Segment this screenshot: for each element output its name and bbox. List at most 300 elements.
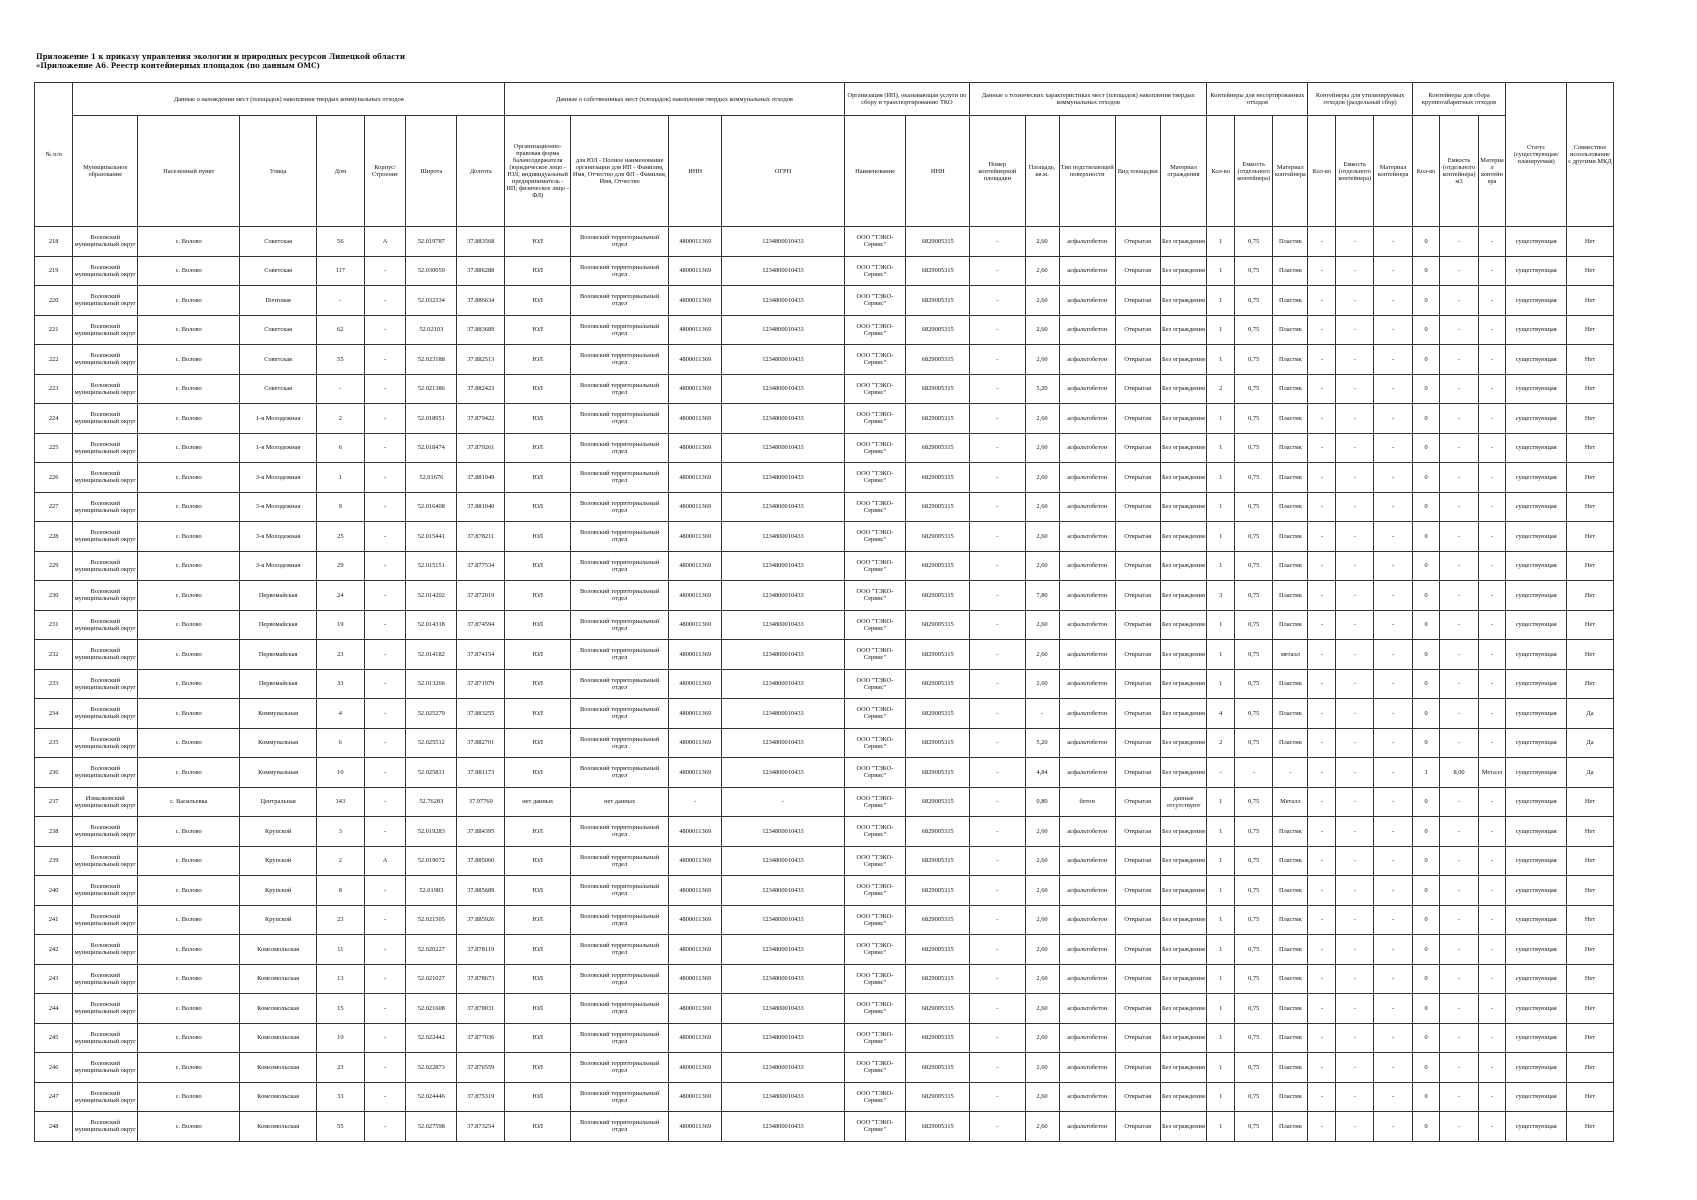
table-cell: ЮЛ [505,758,571,788]
table-cell: - [1308,551,1336,581]
table-cell: Открытая [1115,522,1160,552]
table-cell: - [1478,699,1506,729]
col-unsorted-capacity: Емкость (отдельного контейнера) [1235,116,1273,227]
table-cell: 37.878031 [457,994,505,1024]
table-cell: с. Волово [138,1023,240,1053]
table-cell: Пластик [1273,1112,1308,1142]
table-cell: - [1374,699,1412,729]
table-cell: 25 [316,522,364,552]
table-cell: Воловский территориальный отдел [571,1082,669,1112]
table-cell: Нет [1567,581,1614,611]
table-cell: Воловский территориальный отдел [571,404,669,434]
table-cell: Коммунальная [240,728,317,758]
table-cell: 0,75 [1235,492,1273,522]
table-cell: 2,60 [1025,492,1059,522]
table-cell: ООО "ТЭКО-Сервис" [844,610,906,640]
table-cell: Воловский муниципальный округ [73,522,138,552]
table-cell: 19 [316,610,364,640]
table-cell: 37.97760 [457,787,505,817]
table-cell: Нет [1567,964,1614,994]
table-cell: - [1308,699,1336,729]
table-cell: 52.030059 [406,256,457,286]
table-cell: - [1440,463,1478,493]
table-cell: - [1374,994,1412,1024]
table-cell: Воловский муниципальный округ [73,1082,138,1112]
table-cell: - [1478,404,1506,434]
table-cell: Без ограждения [1160,256,1207,286]
table-cell: - [1374,374,1412,404]
table-cell: ООО "ТЭКО-Сервис" [844,374,906,404]
table-cell: 4800011369 [669,345,722,375]
table-cell: Воловский муниципальный округ [73,994,138,1024]
group-unsorted-containers: Контейнеры для несортированных отходов [1207,83,1308,116]
table-cell: 52.01983 [406,876,457,906]
table-cell: Крупской [240,846,317,876]
table-cell: 3-я Молодежная [240,463,317,493]
table-cell: 2,60 [1025,876,1059,906]
table-cell: 23 [316,1053,364,1083]
table-cell: - [364,758,405,788]
table-cell: Воловский муниципальный округ [73,256,138,286]
table-cell: Открытая [1115,669,1160,699]
table-cell: Нет [1567,905,1614,935]
table-cell: 2 [1207,728,1235,758]
col-house: Дом [316,116,364,227]
table-cell: 1 [1207,1112,1235,1142]
table-cell: 2,60 [1025,669,1059,699]
table-cell: асфальтобетон [1059,669,1115,699]
table-cell: 1234800010433 [722,817,844,847]
table-cell: Воловский территориальный отдел [571,1053,669,1083]
table-cell: - [1308,1082,1336,1112]
table-cell: 6829005315 [906,699,970,729]
table-cell: - [1025,699,1059,729]
table-cell: ЮЛ [505,669,571,699]
table-cell: асфальтобетон [1059,699,1115,729]
table-cell: 37.873254 [457,1112,505,1142]
table-cell: Пластик [1273,492,1308,522]
table-cell: 238 [35,817,73,847]
table-row [35,1053,1614,1083]
table-cell: Без ограждения [1160,1023,1207,1053]
table-cell: 1234800010433 [722,846,844,876]
table-cell: 23 [316,905,364,935]
table-cell: 37.886634 [457,286,505,316]
table-cell: Пластик [1273,935,1308,965]
table-cell: 37.882701 [457,728,505,758]
table-cell: 52.025831 [406,758,457,788]
table-cell: 52.018474 [406,433,457,463]
table-cell: 4800011369 [669,846,722,876]
table-cell: асфальтобетон [1059,964,1115,994]
table-cell: - [1374,286,1412,316]
table-cell: 6829005315 [906,669,970,699]
table-cell: ЮЛ [505,315,571,345]
table-cell: 247 [35,1082,73,1112]
table-row [35,935,1614,965]
table-cell: 15 [316,994,364,1024]
table-cell: существующая [1506,758,1567,788]
table-cell: Пластик [1273,817,1308,847]
table-cell: 0,75 [1235,286,1273,316]
table-cell: 1 [1207,876,1235,906]
table-cell: Воловский территориальный отдел [571,1112,669,1142]
table-cell: 1234800010433 [722,433,844,463]
table-cell: - [316,374,364,404]
table-cell: - [1336,728,1374,758]
table-cell: с. Волово [138,374,240,404]
col-owner-inn: ИНН [669,116,722,227]
table-cell: - [970,964,1025,994]
table-cell: - [970,669,1025,699]
table-cell: 2,60 [1025,345,1059,375]
table-cell: - [364,551,405,581]
table-cell: 4800011369 [669,964,722,994]
table-cell: - [1440,1023,1478,1053]
table-cell: 0 [1412,227,1440,257]
table-cell: Без ограждения [1160,758,1207,788]
table-cell: Воловский территориальный отдел [571,551,669,581]
table-row [35,758,1614,788]
table-cell: 3 [316,817,364,847]
table-cell: 0 [1412,433,1440,463]
table-cell: - [1308,905,1336,935]
table-cell: 1 [1207,433,1235,463]
table-cell: Открытая [1115,905,1160,935]
table-cell: 1 [1207,463,1235,493]
table-cell: 4800011369 [669,905,722,935]
table-cell: 117 [316,256,364,286]
table-cell: - [970,610,1025,640]
table-cell: существующая [1506,1082,1567,1112]
table-cell: Нет [1567,1053,1614,1083]
table-body [35,227,1614,1142]
table-cell: - [364,492,405,522]
table-cell: 1 [1207,256,1235,286]
table-cell: 37.871979 [457,669,505,699]
table-cell: 11 [316,935,364,965]
table-cell: - [364,1053,405,1083]
table-cell: - [1336,345,1374,375]
table-cell: Воловский муниципальный округ [73,374,138,404]
table-cell: 0,75 [1235,935,1273,965]
table-cell: существующая [1506,640,1567,670]
table-cell: Без ограждения [1160,640,1207,670]
table-cell: 1 [1207,640,1235,670]
table-cell: ООО "ТЭКО-Сервис" [844,581,906,611]
table-cell: 1234800010433 [722,699,844,729]
table-cell: 52.018951 [406,404,457,434]
table-cell: ООО "ТЭКО-Сервис" [844,404,906,434]
table-cell: Комсомольская [240,1023,317,1053]
table-cell: с. Волово [138,286,240,316]
table-cell: А [364,846,405,876]
table-cell: 0,75 [1235,728,1273,758]
table-cell: ООО "ТЭКО-Сервис" [844,1023,906,1053]
table-cell: 1234800010433 [722,1112,844,1142]
table-cell: асфальтобетон [1059,640,1115,670]
table-cell: - [1336,581,1374,611]
table-cell: ООО "ТЭКО-Сервис" [844,1082,906,1112]
table-cell: Нет [1567,227,1614,257]
table-cell: 37.882513 [457,345,505,375]
table-cell: 1234800010433 [722,964,844,994]
table-cell: - [364,345,405,375]
table-cell: 1 [1207,817,1235,847]
table-cell: асфальтобетон [1059,551,1115,581]
table-cell: 237 [35,787,73,817]
table-cell: с. Волово [138,905,240,935]
table-cell: 0,75 [1235,964,1273,994]
table-cell: 37.878211 [457,522,505,552]
table-cell: Воловский муниципальный округ [73,286,138,316]
table-cell: - [1308,846,1336,876]
table-cell: 5,20 [1025,374,1059,404]
table-cell: 6829005315 [906,522,970,552]
table-cell: - [364,669,405,699]
table-cell: 24 [316,581,364,611]
col-owner-ogrn: ОГРН [722,116,844,227]
table-cell: 6829005315 [906,492,970,522]
table-cell: - [1440,787,1478,817]
table-cell: Воловский муниципальный округ [73,345,138,375]
table-cell: Открытая [1115,581,1160,611]
table-cell: существующая [1506,1112,1567,1142]
table-cell: 4 [316,699,364,729]
table-cell: Воловский муниципальный округ [73,846,138,876]
table-cell: Без ограждения [1160,522,1207,552]
table-cell: 37.879261 [457,433,505,463]
table-cell: - [1440,699,1478,729]
table-cell: 4800011369 [669,315,722,345]
table-cell: Без ограждения [1160,227,1207,257]
table-cell: 2,60 [1025,1112,1059,1142]
table-cell: 226 [35,463,73,493]
table-cell: - [1336,669,1374,699]
table-cell: существующая [1506,492,1567,522]
table-cell: ООО "ТЭКО-Сервис" [844,669,906,699]
table-cell: Пластик [1273,699,1308,729]
table-cell: - [1374,227,1412,257]
table-cell: 0 [1412,345,1440,375]
table-cell: 0,75 [1235,404,1273,434]
table-cell: - [1374,669,1412,699]
table-cell: существующая [1506,581,1567,611]
table-cell: существующая [1506,876,1567,906]
table-cell: асфальтобетон [1059,404,1115,434]
table-cell: 232 [35,640,73,670]
table-cell: ООО "ТЭКО-Сервис" [844,905,906,935]
table-cell: Крупской [240,817,317,847]
table-cell: Нет [1567,1112,1614,1142]
table-cell: ЮЛ [505,227,571,257]
table-cell: существующая [1506,433,1567,463]
table-cell: - [970,1082,1025,1112]
table-cell: Открытая [1115,374,1160,404]
table-cell: Пластик [1273,551,1308,581]
table-cell: 3-я Молодежная [240,522,317,552]
table-cell: - [364,699,405,729]
table-cell: 6829005315 [906,758,970,788]
table-cell: 0 [1412,551,1440,581]
table-cell: 0,75 [1235,669,1273,699]
table-cell: - [364,876,405,906]
table-cell: существующая [1506,669,1567,699]
table-cell: существующая [1506,286,1567,316]
table-cell: Почтовая [240,286,317,316]
table-cell: асфальтобетон [1059,1023,1115,1053]
table-cell: Открытая [1115,1112,1160,1142]
table-cell: 4800011369 [669,1023,722,1053]
table-cell: асфальтобетон [1059,876,1115,906]
table-cell: 0 [1412,1023,1440,1053]
table-cell: асфальтобетон [1059,492,1115,522]
table-cell: 1234800010433 [722,905,844,935]
table-cell: асфальтобетон [1059,817,1115,847]
table-cell: Центральная [240,787,317,817]
table-cell: 37.874594 [457,610,505,640]
table-cell: Советская [240,315,317,345]
table-cell: - [1308,935,1336,965]
table-cell: - [1336,876,1374,906]
table-cell: Без ограждения [1160,1082,1207,1112]
table-cell: Да [1567,699,1614,729]
table-row [35,551,1614,581]
table-cell: - [1308,817,1336,847]
table-cell: 4800011369 [669,374,722,404]
table-cell: 243 [35,964,73,994]
table-cell: с. Волово [138,610,240,640]
table-cell: Комсомольская [240,964,317,994]
table-cell: 1 [1207,669,1235,699]
table-cell: существующая [1506,610,1567,640]
table-cell: 1 [316,463,364,493]
table-cell: Пластик [1273,256,1308,286]
table-cell: с. Волово [138,640,240,670]
table-cell: 0 [1412,728,1440,758]
table-cell: 0 [1412,699,1440,729]
table-cell: - [1374,581,1412,611]
table-row [35,345,1614,375]
table-cell: 37.881173 [457,758,505,788]
table-cell: существующая [1506,374,1567,404]
table-cell: 2,60 [1025,551,1059,581]
table-cell: 13 [316,964,364,994]
table-cell: Да [1567,728,1614,758]
table-cell: ЮЛ [505,345,571,375]
table-cell: Воловский муниципальный округ [73,551,138,581]
table-cell: 2,60 [1025,256,1059,286]
table-cell: - [364,1023,405,1053]
table-cell: - [1440,994,1478,1024]
table-cell: 2,60 [1025,286,1059,316]
table-cell: - [1478,492,1506,522]
col-bulky-capacity: Емкость (отдельного контейнера) м3 [1440,116,1478,227]
table-cell: 6829005315 [906,640,970,670]
table-cell: - [970,227,1025,257]
table-cell: ООО "ТЭКО-Сервис" [844,758,906,788]
table-cell: - [1336,994,1374,1024]
table-cell: Без ограждения [1160,1112,1207,1142]
table-cell: 1234800010433 [722,728,844,758]
table-cell: 1 [1207,610,1235,640]
table-cell: - [1374,905,1412,935]
table-cell: Воловский муниципальный округ [73,817,138,847]
table-cell: 52.76283 [406,787,457,817]
table-cell: 10 [316,758,364,788]
col-building: Корпус/Строение [364,116,405,227]
table-cell: - [1336,758,1374,788]
table-cell: 29 [316,551,364,581]
table-cell: асфальтобетон [1059,610,1115,640]
table-cell: Пластик [1273,345,1308,375]
table-cell: 1-я Молодежная [240,404,317,434]
table-cell: 37.878119 [457,935,505,965]
table-cell: 52.019072 [406,846,457,876]
table-cell: Первомайская [240,581,317,611]
table-cell: Открытая [1115,433,1160,463]
table-cell: существующая [1506,404,1567,434]
table-cell: 4800011369 [669,256,722,286]
table-cell: Нет [1567,1082,1614,1112]
table-cell: - [1336,256,1374,286]
table-row [35,817,1614,847]
table-cell: - [1336,1112,1374,1142]
table-cell: 52.032334 [406,286,457,316]
table-cell: - [1308,640,1336,670]
table-cell: - [1440,876,1478,906]
table-cell: 1234800010433 [722,581,844,611]
table-cell: 8 [316,876,364,906]
table-cell: - [970,492,1025,522]
table-cell: 0,75 [1235,522,1273,552]
table-cell: 3 [1207,581,1235,611]
table-cell: - [1308,728,1336,758]
table-cell: 0 [1412,1112,1440,1142]
table-cell: 236 [35,758,73,788]
table-cell: Воловский муниципальный округ [73,404,138,434]
table-cell: 0 [1412,315,1440,345]
table-cell: Нет [1567,286,1614,316]
table-cell: с. Волово [138,699,240,729]
table-cell: - [1308,227,1336,257]
table-cell: Без ограждения [1160,345,1207,375]
table-cell: - [970,817,1025,847]
table-cell: 4800011369 [669,699,722,729]
table-cell: 37.876559 [457,1053,505,1083]
table-cell: 4800011369 [669,817,722,847]
table-cell: Воловский муниципальный округ [73,728,138,758]
table-cell: Воловский территориальный отдел [571,315,669,345]
table-cell: Первомайская [240,610,317,640]
table-row [35,640,1614,670]
table-cell: 0,75 [1235,345,1273,375]
table-cell: 0,75 [1235,1082,1273,1112]
table-cell: Первомайская [240,669,317,699]
table-cell: 222 [35,345,73,375]
table-cell: с. Волово [138,315,240,345]
table-cell: - [1336,699,1374,729]
table-cell: - [1374,433,1412,463]
table-cell: 1 [1207,522,1235,552]
table-cell: Открытая [1115,610,1160,640]
table-cell: - [1478,581,1506,611]
table-cell: ЮЛ [505,1082,571,1112]
table-cell: 52.02103 [406,315,457,345]
table-cell: 0,75 [1235,876,1273,906]
table-cell: 0 [1412,935,1440,965]
table-cell: - [1440,905,1478,935]
